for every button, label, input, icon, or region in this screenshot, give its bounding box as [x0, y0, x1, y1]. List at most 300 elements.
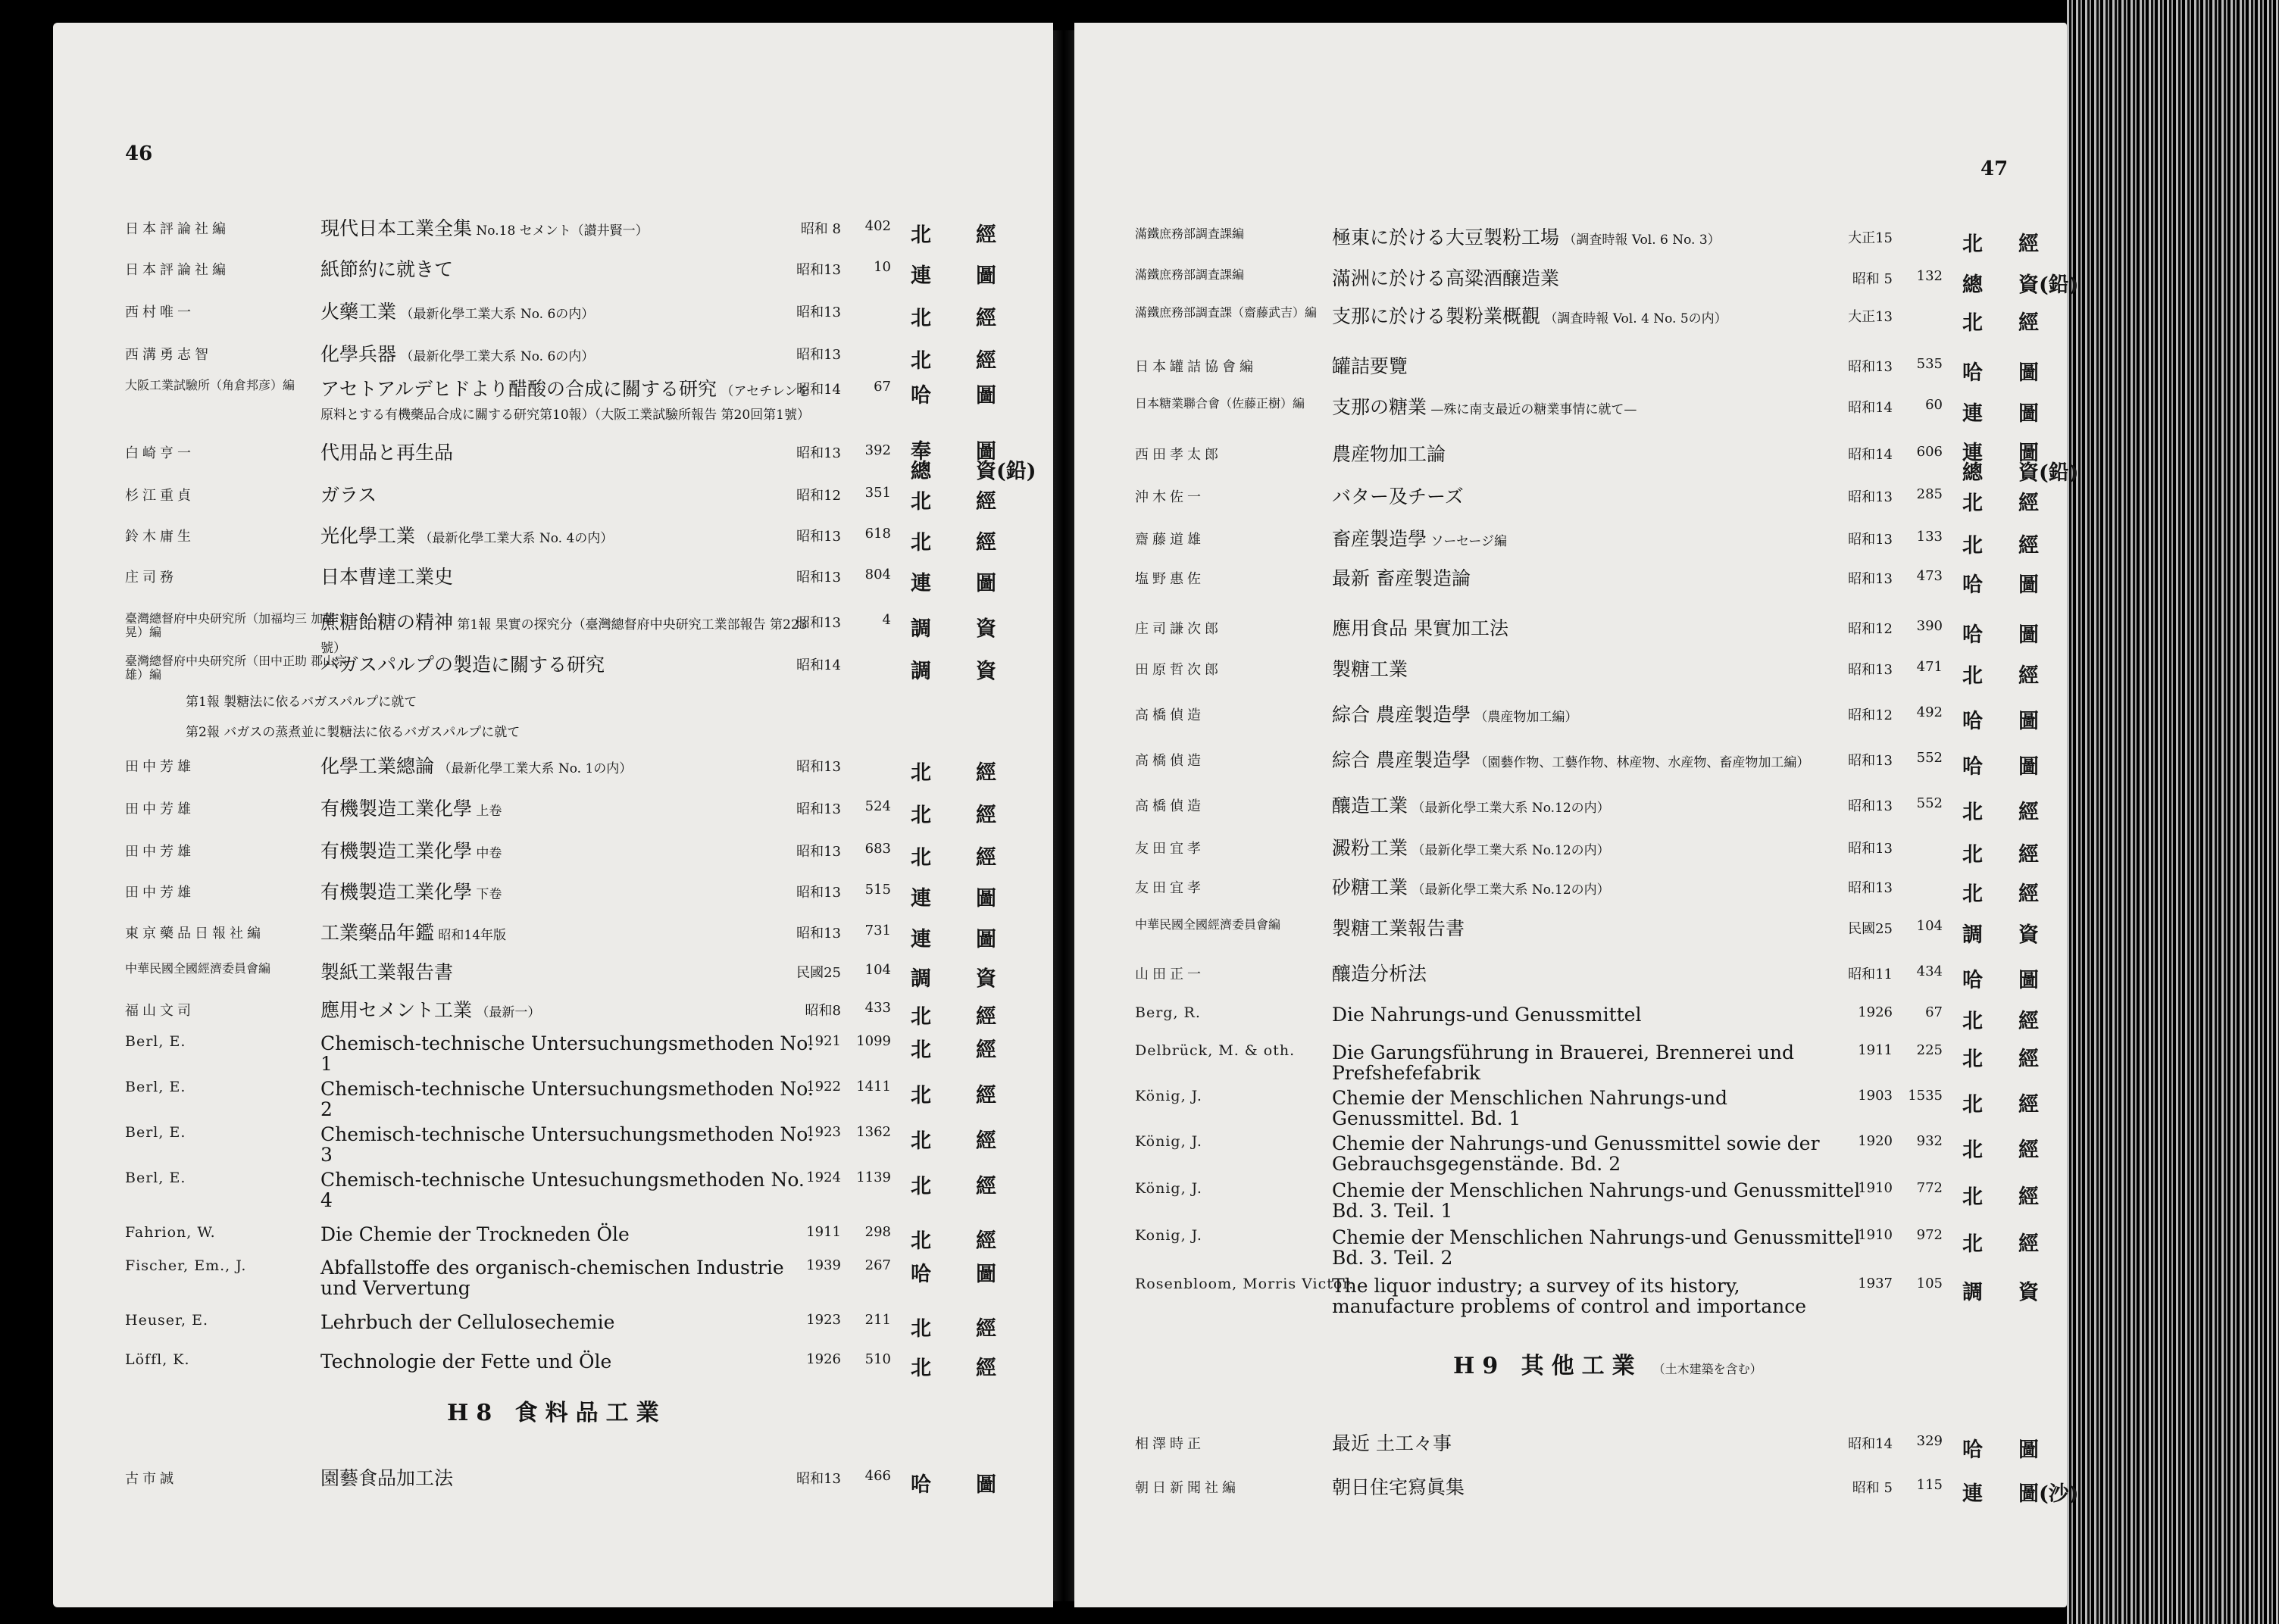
- entry-location: 哈: [1962, 710, 1983, 733]
- entry-subtitle: 上卷: [472, 804, 502, 819]
- entry-pages: 515: [864, 882, 891, 898]
- section-heading: H8 食料品工業: [447, 1400, 667, 1426]
- entry-title: [320, 526, 821, 549]
- entry-location: 連 總: [1962, 442, 1983, 485]
- entry-title-text: 應用食品 果實加工法: [1332, 617, 1508, 639]
- entry-title: [320, 1124, 821, 1165]
- entry-author: Berl, E.: [125, 1170, 186, 1186]
- entry-year: 昭和14: [796, 657, 841, 673]
- entry-year: 昭和13: [1848, 753, 1893, 769]
- entry-title-text: Chemisch-technische Untesuchungsmethoden No. 4: [320, 1169, 805, 1211]
- entry-class: 經: [976, 223, 996, 247]
- entry-year: 昭和14: [1848, 400, 1893, 416]
- entry-title-text: 朝日住宅寫眞集: [1332, 1476, 1465, 1498]
- entry-pages: 211: [864, 1312, 891, 1328]
- entry-title-text: 釀造工業: [1332, 795, 1408, 817]
- entry-year: 1911: [806, 1224, 841, 1240]
- entry-location: 北: [911, 1005, 931, 1029]
- entry-title: [1332, 1433, 1862, 1454]
- entry-location: 哈: [1962, 969, 1983, 992]
- entry-year: 昭和13: [1848, 532, 1893, 548]
- entry-year: 昭和13: [1848, 571, 1893, 587]
- entry-year: 昭和13: [796, 347, 841, 363]
- entry-title-text: 滿洲に於ける高粱酒醸造業: [1332, 267, 1560, 289]
- entry-year: 昭和13: [796, 926, 841, 942]
- entry-author: 中華民國全國經濟委員會編: [1135, 917, 1281, 932]
- entry-year: 昭和13: [796, 801, 841, 817]
- entry-title: [320, 1000, 821, 1023]
- entry-location: 北: [1962, 233, 1983, 256]
- entry-pages: 535: [1916, 356, 1943, 372]
- entry-pages: 473: [1916, 568, 1943, 584]
- entry-pages: 351: [864, 485, 891, 501]
- entry-title-text: 園藝食品加工法: [320, 1467, 454, 1489]
- entry-class: 經: [2018, 1138, 2039, 1162]
- entry-title-text: 製紙工業報告書: [320, 961, 454, 983]
- entry-title-text: 罐詰要覽: [1332, 355, 1408, 377]
- entry-author: 福山文司: [125, 1003, 195, 1019]
- entry-title-text: 澱粉工業: [1332, 837, 1408, 859]
- entry-year: 昭和13: [1848, 841, 1893, 857]
- entry-location: 連: [1962, 402, 1983, 426]
- entry-subtitle: （農産物加工編）: [1470, 710, 1578, 725]
- entry-title: [320, 442, 821, 463]
- entry-author: 田原哲次郎: [1135, 662, 1222, 678]
- entry-pages: 772: [1916, 1180, 1943, 1196]
- entry-title: [1332, 1180, 1862, 1221]
- entry-class: 資: [976, 967, 996, 991]
- entry-author: 臺灣總督府中央研究所（加福均三 加藤 晃）編: [125, 611, 336, 639]
- entry-title-text: 製糖工業報告書: [1332, 917, 1465, 939]
- entry-title: [320, 798, 821, 822]
- entry-title-text: 化學兵器: [320, 343, 397, 365]
- entry-pages: 524: [864, 798, 891, 814]
- entry-location: 北: [911, 349, 931, 373]
- entry-author: Fahrion, W.: [125, 1224, 216, 1241]
- entry-class: 經: [2018, 882, 2039, 906]
- entry-title-text: 最近 土工々事: [1332, 1432, 1452, 1454]
- entry-title: [320, 1224, 821, 1245]
- entry-title: [320, 1033, 821, 1074]
- entry-year: 昭和 5: [1852, 271, 1893, 287]
- entry-class: 經: [2018, 664, 2039, 688]
- entry-location: 北: [1962, 664, 1983, 688]
- entry-author: 友田宜孝: [1135, 841, 1205, 857]
- entry-year: 昭和13: [1848, 359, 1893, 375]
- entry-pages: 67: [1925, 1004, 1943, 1020]
- entry-author: 齋藤道雄: [1135, 532, 1205, 548]
- entry-class: 經: [2018, 801, 2039, 824]
- entry-title: [1332, 356, 1862, 376]
- entry-title-text: 釀造分析法: [1332, 963, 1427, 985]
- entry-location: 調: [911, 967, 931, 991]
- entry-subtitle: （最新化學工業大系 No.12の内）: [1408, 882, 1610, 898]
- entry-subtitle: （最新化學工業大系 No. 1の内）: [434, 761, 633, 776]
- entry-author: 高橋偵造: [1135, 798, 1205, 814]
- entry-location: 北: [911, 804, 931, 827]
- entry-location: 北: [1962, 1185, 1983, 1209]
- entry-subtitle: （最新化學工業大系 No. 4の内）: [415, 531, 614, 546]
- entry-year: 大正15: [1848, 230, 1893, 246]
- entry-title: [320, 923, 821, 946]
- entry-pages: 329: [1916, 1433, 1943, 1449]
- entry-year: 昭和13: [796, 262, 841, 278]
- entry-author: 西村唯一: [125, 304, 195, 320]
- entry-author: 日本糖業聯合會（佐藤正樹）編: [1135, 396, 1305, 411]
- entry-title: [320, 1170, 821, 1210]
- entry-author: 山田正一: [1135, 967, 1205, 982]
- entry-author: 白崎亨一: [125, 445, 195, 461]
- entry-title-text: 砂糖工業: [1332, 876, 1408, 898]
- entry-author: 滿鐵庶務部調査課（齋藤武吉）編: [1135, 305, 1318, 320]
- entry-pages: 390: [1916, 618, 1943, 634]
- entry-year: 昭和14: [1848, 447, 1893, 463]
- entry-year: 昭和13: [1848, 880, 1893, 896]
- entry-author: 友田宜孝: [1135, 880, 1205, 896]
- entry-pages: 67: [874, 379, 891, 395]
- entry-location: 北: [911, 1317, 931, 1341]
- entry-pages: 115: [1916, 1477, 1943, 1493]
- entry-year: 昭和8: [805, 1003, 841, 1019]
- entry-title-text: バガスパルプの製造に關する研究: [320, 654, 605, 676]
- entry-title: [1332, 227, 1862, 251]
- entry-title: [320, 259, 821, 280]
- entry-title-text: Die Garungsführung in Brauerei, Brennerei und Prefshefefabrik: [1332, 1042, 1795, 1084]
- entry-author: 田中芳雄: [125, 759, 195, 775]
- entry-author: 沖木佐一: [1135, 489, 1205, 505]
- entry-class: 圖: [976, 384, 996, 408]
- entry-class: 圖: [976, 572, 996, 595]
- entry-subtitle: （最新一）: [472, 1005, 541, 1020]
- entry-year: 1937: [1858, 1276, 1893, 1291]
- entry-class: 圖: [976, 928, 996, 951]
- entry-year: 昭和13: [1848, 662, 1893, 678]
- entry-title-text: 支那に於ける製粉業概觀: [1332, 305, 1541, 327]
- entry-title-text: ガラス: [320, 484, 377, 506]
- entry-location: 連: [911, 264, 931, 288]
- section-title: H9 其他工業: [1453, 1353, 1643, 1379]
- entry-author: 滿鐵庶務部調査課編: [1135, 267, 1245, 282]
- entry-class: 資: [2018, 923, 2039, 947]
- entry-class: 經: [976, 490, 996, 514]
- entry-title: [1332, 306, 1862, 329]
- entry-title-text: 最新 畜産製造論: [1332, 567, 1471, 589]
- entry-year: 1911: [1858, 1042, 1893, 1058]
- entry-author: Berg, R.: [1135, 1004, 1201, 1021]
- entry-class: 圖: [2018, 402, 2039, 426]
- entry-title-text: Lehrbuch der Cellulosechemie: [320, 1311, 615, 1333]
- entry-title-text: Die Nahrungs-und Genussmittel: [1332, 1004, 1642, 1026]
- entry-location: 北: [911, 1084, 931, 1107]
- entry-pages: 267: [864, 1257, 891, 1273]
- entry-subtitle: 下卷: [472, 887, 502, 902]
- entry-class: 經: [976, 1229, 996, 1253]
- entry-title: [1332, 918, 1862, 938]
- entry-location: 調: [911, 617, 931, 641]
- entry-title: [320, 567, 821, 587]
- entry-class: 圖(沙): [2018, 1482, 2079, 1506]
- entry-year: 1924: [806, 1170, 841, 1185]
- entry-location: 北: [911, 846, 931, 870]
- entry-title-text: 畜産製造學: [1332, 528, 1427, 550]
- entry-pages: 1099: [856, 1033, 891, 1049]
- entry-location: 北: [1962, 1232, 1983, 1256]
- entry-title-text: Technologie der Fette und Öle: [320, 1351, 612, 1373]
- entry-title: [320, 756, 821, 779]
- entry-pages: 932: [1916, 1133, 1943, 1149]
- entry-author: Delbrück, M. & oth.: [1135, 1042, 1296, 1059]
- entry-class: 經: [976, 1175, 996, 1198]
- entry-year: 昭和13: [796, 570, 841, 586]
- entry-location: 哈: [1962, 573, 1983, 597]
- entry-author: 古市誠: [125, 1471, 177, 1487]
- entry-title-text: Chemisch-technische Untersuchungsmethoden No. 2: [320, 1078, 814, 1120]
- entry-title-text: Chemisch-technische Untersuchungsmethoden No. 3: [320, 1123, 814, 1166]
- entry-year: 昭和13: [796, 615, 841, 631]
- entry-title-text: 製糖工業: [1332, 658, 1408, 680]
- entry-location: 北: [1962, 534, 1983, 557]
- entry-pages: 1139: [856, 1170, 891, 1185]
- entry-subtitle: 第1報 果實の探究分（臺灣總督府中央研究工業部報告 第223號）: [320, 617, 808, 656]
- entry-year: 昭和13: [796, 759, 841, 775]
- entry-location: 北: [911, 307, 931, 330]
- entry-class: 經: [2018, 1048, 2039, 1071]
- entry-class: 圖: [2018, 755, 2039, 779]
- entry-location: 北: [911, 531, 931, 554]
- entry-title: [1332, 795, 1862, 819]
- entry-title: [1332, 1276, 1862, 1316]
- entry-title-text: バター及チーズ: [1332, 486, 1464, 508]
- entry-author: 相澤時正: [1135, 1436, 1205, 1452]
- entry-class: 經: [976, 1357, 996, 1380]
- entry-location: 北: [1962, 492, 1983, 515]
- entry-title: [320, 962, 821, 982]
- page-edge-strip: [2067, 0, 2279, 1624]
- entry-location: 北: [911, 1038, 931, 1062]
- entry-class: 經: [2018, 311, 2039, 335]
- entry-class: 經: [976, 846, 996, 870]
- entry-author: Berl, E.: [125, 1124, 186, 1141]
- entry-author: 田中芳雄: [125, 844, 195, 860]
- entry-location: 北: [911, 223, 931, 247]
- entry-year: 昭和13: [796, 844, 841, 860]
- entry-title: [320, 218, 821, 242]
- entry-pages: 1411: [856, 1079, 891, 1095]
- entry-title: [320, 612, 821, 659]
- entry-title: [1332, 838, 1862, 861]
- entry-pages: 552: [1916, 750, 1943, 766]
- entry-pages: 434: [1916, 963, 1943, 979]
- entry-title: [1332, 1227, 1862, 1268]
- entry-pages: 433: [864, 1000, 891, 1016]
- entry-author: 高橋偵造: [1135, 707, 1205, 723]
- entry-location: 哈: [911, 1473, 931, 1497]
- entry-title: [1332, 268, 1862, 289]
- entry-subtitle: 昭和14年版: [434, 928, 507, 943]
- entry-author: 東京藥品日報社編: [125, 926, 264, 942]
- entry-title-text: Abfallstoffe des organisch-chemischen Industrie und Ververtung: [320, 1257, 784, 1299]
- entry-class: 經: [976, 531, 996, 554]
- entry-title-text: 工業藥品年鑑: [320, 922, 435, 944]
- entry-subtitle: （アセチレンを原料とする有機藥品合成に關する研究第10報）（大阪工業試驗所報告 第20回第1號）: [320, 384, 811, 423]
- entry-class: 經: [976, 804, 996, 827]
- entry-author: 庄司務: [125, 570, 177, 586]
- entry-year: 昭和12: [1848, 621, 1893, 637]
- entry-pages: 471: [1916, 659, 1943, 675]
- entry-pages: 552: [1916, 795, 1943, 811]
- entry-class: 圖: [976, 1263, 996, 1286]
- entry-title-text: 化學工業總論: [320, 755, 435, 777]
- entry-year: 民國25: [796, 965, 841, 981]
- entry-year: 昭和13: [796, 1471, 841, 1487]
- entry-location: 總: [1962, 273, 1983, 297]
- entry-title-text: 代用品と再生品: [320, 442, 454, 464]
- entry-title-text: 現代日本工業全集: [320, 217, 473, 239]
- entry-year: 昭和11: [1848, 967, 1893, 982]
- entry-author: 日本評論社編: [125, 262, 230, 278]
- entry-author: 田中芳雄: [125, 885, 195, 901]
- entry-title: [320, 301, 821, 325]
- entry-author: König, J.: [1135, 1133, 1202, 1150]
- entry-pages: 466: [864, 1468, 891, 1484]
- entry-pages: 392: [864, 442, 891, 458]
- entry-title: [320, 379, 821, 426]
- entry-author: 滿鐵庶務部調査課編: [1135, 226, 1245, 241]
- entry-author: 大阪工業試驗所（角倉邦彦）編: [125, 378, 295, 392]
- entry-year: 1910: [1858, 1180, 1893, 1196]
- entry-class: 經: [2018, 534, 2039, 557]
- entry-title: [1332, 1004, 1862, 1025]
- entry-location: 哈: [1962, 361, 1983, 385]
- entry-year: 1922: [806, 1079, 841, 1095]
- entry-location: 奉 總: [911, 440, 931, 483]
- entry-class: 圖: [2018, 710, 2039, 733]
- entry-location: 連: [911, 572, 931, 595]
- entry-title: [1332, 1088, 1862, 1129]
- entry-title: [1332, 750, 1862, 773]
- entry-title-text: 有機製造工業化學: [320, 840, 473, 862]
- entry-location: 哈: [911, 1263, 931, 1286]
- entry-year: 1926: [1858, 1004, 1893, 1020]
- entry-author: 西田孝太郎: [1135, 447, 1222, 463]
- entry-class: 經: [2018, 843, 2039, 867]
- entry-author: 臺灣總督府中央研究所（田中正助 郡山宗雄）編: [125, 654, 348, 682]
- entry-year: 昭和13: [796, 885, 841, 901]
- entry-class: 經: [976, 307, 996, 330]
- entry-year: 昭和13: [796, 304, 841, 320]
- entry-location: 北: [1962, 1010, 1983, 1033]
- entry-author: 高橋偵造: [1135, 753, 1205, 769]
- entry-pages: 972: [1916, 1227, 1943, 1243]
- entry-class: 資(鉛): [2018, 273, 2079, 297]
- entry-author: Heuser, E.: [125, 1312, 209, 1329]
- entry-class: 圖: [2018, 969, 2039, 992]
- entry-class: 經: [2018, 233, 2039, 256]
- entry-location: 哈: [911, 384, 931, 408]
- entry-location: 北: [911, 1129, 931, 1153]
- entry-title-text: 火藥工業: [320, 301, 397, 323]
- entry-title: [320, 882, 821, 905]
- entry-pages: 4: [882, 612, 891, 628]
- entry-year: 昭和13: [1848, 489, 1893, 505]
- right-page: [1074, 23, 2079, 1607]
- entry-title: [320, 654, 821, 675]
- entry-author: Fischer, Em., J.: [125, 1257, 247, 1274]
- entry-title: [320, 1351, 821, 1372]
- entry-author: Rosenbloom, Morris Victor.: [1135, 1276, 1355, 1292]
- entry-title-text: 有機製造工業化學: [320, 798, 473, 820]
- entry-author: 田中芳雄: [125, 801, 195, 817]
- entry-year: 大正13: [1848, 309, 1893, 325]
- entry-location: 調: [911, 660, 931, 683]
- entry-title-text: 應用セメント工業: [320, 999, 473, 1021]
- entry-subtitle: （最新化學工業大系 No.12の内）: [1408, 801, 1610, 816]
- entry-year: 1923: [806, 1312, 841, 1328]
- entry-title: [1332, 568, 1862, 589]
- entry-class: 圖 資(鉛): [2018, 442, 2079, 485]
- entry-class: 資: [976, 617, 996, 641]
- entry-title-text: 日本曹達工業史: [320, 566, 454, 588]
- section-note: （土木建築を含む）: [1652, 1362, 1762, 1376]
- entry-location: 北: [911, 490, 931, 514]
- entry-class: 經: [976, 1005, 996, 1029]
- entry-pages: 731: [864, 923, 891, 938]
- entry-pages: 60: [1925, 397, 1943, 413]
- entry-class: 圖: [2018, 361, 2039, 385]
- entry-class: 圖: [976, 1473, 996, 1497]
- entry-author: 鈴木庸生: [125, 529, 195, 545]
- entry-subtitle: （園藝作物、工藝作物、林産物、水産物、畜産物加工編）: [1470, 755, 1810, 770]
- entry-class: 經: [2018, 492, 2039, 515]
- entry-author: 朝日新聞社編: [1135, 1480, 1240, 1496]
- entry-year: 1921: [806, 1033, 841, 1049]
- entry-subtitle: （調査時報 Vol. 4 No. 5の内）: [1540, 311, 1727, 326]
- entry-location: 北: [911, 1229, 931, 1253]
- entry-class: 經: [2018, 1010, 2039, 1033]
- entry-location: 北: [1962, 801, 1983, 824]
- entry-pages: 285: [1916, 486, 1943, 502]
- entry-location: 哈: [1962, 755, 1983, 779]
- entry-class: 經: [2018, 1185, 2039, 1209]
- entry-class: 圖 資(鉛): [976, 440, 1036, 483]
- entry-title: [1332, 1133, 1862, 1174]
- entry-class: 經: [2018, 1232, 2039, 1256]
- entry-pages: 104: [1916, 918, 1943, 934]
- entry-title: [320, 1079, 821, 1120]
- entry-pages: 10: [874, 259, 891, 275]
- entry-year: 昭和 5: [1852, 1480, 1893, 1496]
- entry-author: Berl, E.: [125, 1079, 186, 1095]
- entry-subtitle: （調査時報 Vol. 6 No. 3）: [1559, 233, 1721, 248]
- entry-title: [320, 1468, 821, 1488]
- entry-subtitle: ソーセージ編: [1427, 534, 1508, 549]
- entry-author: 日本評論社編: [125, 221, 230, 237]
- sub-report-line: 第1報 製糖法に依るバガスパルプに就て: [186, 695, 417, 710]
- entry-author: Berl, E.: [125, 1033, 186, 1050]
- entry-pages: 105: [1916, 1276, 1943, 1291]
- entry-pages: 298: [864, 1224, 891, 1240]
- entry-year: 昭和12: [1848, 707, 1893, 723]
- entry-location: 北: [1962, 1093, 1983, 1116]
- entry-class: 圖: [2018, 573, 2039, 597]
- entry-title: [1332, 1042, 1862, 1083]
- entry-class: 圖: [2018, 623, 2039, 647]
- entry-title-text: Chemie der Menschlichen Nahrungs-und Genussmittel Bd. 3. Teil. 2: [1332, 1226, 1861, 1269]
- entry-year: 1910: [1858, 1227, 1893, 1243]
- entry-author: 西溝勇志智: [125, 347, 212, 363]
- entry-location: 北: [911, 761, 931, 785]
- entry-title: [1332, 877, 1862, 901]
